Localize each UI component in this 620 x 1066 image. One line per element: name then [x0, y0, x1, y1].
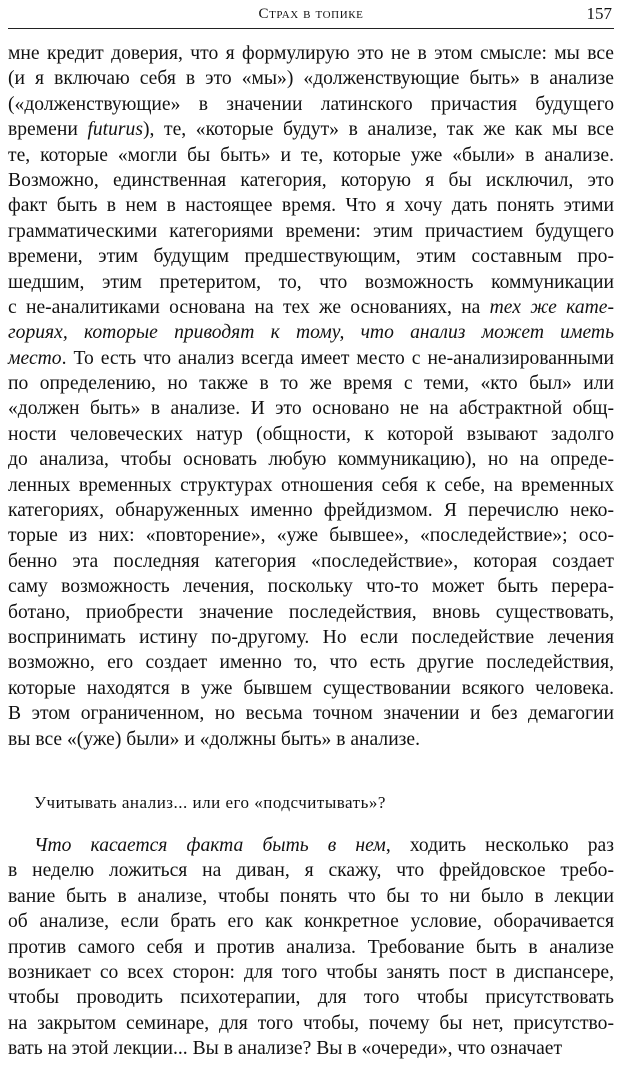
text-line — [8, 117, 614, 142]
text-line: ботано, приобрести значение последействия, вновь существовать, — [8, 601, 614, 623]
text-fragment: с не-аналитиками основана на тех же основаниях, на — [8, 296, 490, 318]
running-title: Страх в топике — [258, 6, 364, 22]
text-line: грамматическими категориями времени: этим причастием будущего — [8, 220, 614, 242]
text-line: по определению, но также в то же время с теми, «кто был» или — [8, 373, 614, 395]
text-line — [8, 320, 614, 345]
running-header — [8, 0, 614, 29]
text-line: Возможно, единственная категория, которую я бы исключил, это — [8, 169, 614, 191]
text-fragment: , ходить несколько раз — [385, 835, 614, 856]
page-number: 157 — [586, 4, 612, 23]
text-line: категориях, обнаруженных именно фрейдизмом. Я перечислю неко- — [8, 500, 614, 522]
text-line: саму возможность лечения, поскольку что-то может быть перера- — [8, 576, 614, 598]
text-line: на закрытом семинаре, для того чтобы, почему бы нет, присутство- — [8, 1012, 614, 1034]
italic-text: место — [8, 347, 62, 369]
text-line: чтобы проводить психотерапии, для того чтобы присутствовать — [8, 987, 614, 1009]
text-line: ленных временных структурах отношения себя к себе, на временных — [8, 474, 614, 496]
text-line — [8, 346, 614, 371]
text-line: в неделю ложиться на диван, я скажу, что фрейдовское требо- — [8, 860, 614, 882]
text-fragment: ), те, «которые будут» в анализе, так же как мы все — [142, 119, 614, 141]
italic-text: futurus — [87, 119, 143, 141]
text-line: торые из них: «повторение», «уже бывшее», «последействие»; осо- — [8, 525, 614, 547]
text-line: до анализа, чтобы основать любую коммуникацию), но на опреде- — [8, 449, 614, 471]
text-line: (и я включаю себя в это «мы») «долженствующие быть» в анализе — [8, 68, 614, 90]
text-line: которые находятся в уже бывшем существовании всякого человека. — [8, 677, 614, 699]
text-line: «должен быть» в анализе. И это основано не на абстрактной общ- — [8, 398, 614, 420]
text-line: факт быть в нем в настоящее время. Что я хочу дать понять этими — [8, 195, 614, 217]
text-line: бенно эта последняя категория «последействие», которая создает — [8, 550, 614, 572]
text-line: об анализе, если брать его как конкретное условие, оборачивается — [8, 911, 614, 933]
text-line: шедшим, этим претеритом, то, что возможность коммуникации — [8, 271, 614, 293]
text-line: («долженствующие» в значении латинского причастия будущего — [8, 93, 614, 115]
text-fragment: времени — [8, 119, 88, 141]
text-line — [8, 295, 614, 320]
text-line: вание быть в анализе, чтобы понять что бы то ни было в лекции — [8, 885, 614, 907]
text-line: В этом ограниченном, но весьма точном значении и без демагогии — [8, 703, 614, 725]
text-line: мне кредит доверия, что я формулирую это не в этом смысле: мы все — [8, 43, 614, 64]
text-fragment: . То есть что анализ всегда имеет место с не-анализированными — [61, 347, 614, 369]
section-heading: Учитывать анализ... или его «подсчитывать»? — [34, 793, 386, 812]
text-line: воспринимать истину по-другому. Но если последействие лечения — [8, 626, 614, 648]
italic-text: Что касается факта быть в нем — [34, 835, 386, 856]
text-line: вать на этой лекции... Вы в анализе? Вы в «очереди», что означает — [8, 1038, 563, 1060]
paragraph-1 — [8, 41, 614, 752]
text-line: времени, этим будущим предшествующим, этим составным про- — [8, 246, 614, 268]
text-line: ности человеческих натур (общности, к которой взывают задолго — [8, 423, 614, 445]
paragraph-2 — [8, 833, 614, 1062]
text-line: против самого себя и против анализа. Требование быть в анализе — [8, 936, 614, 958]
text-line: вы все «(уже) были» и «должны быть» в анализе. — [8, 728, 421, 750]
italic-text: гориях, которые приводят к тому, что анализ может иметь — [8, 322, 614, 344]
italic-text: тех же кате- — [489, 296, 614, 318]
text-line: возникает со всех сторон: для того чтобы занять пост в диспансере, — [8, 961, 614, 983]
text-line: возможно, его создает именно то, что есть другие последействия, — [8, 652, 614, 674]
text-line — [8, 833, 614, 858]
text-line: те, которые «могли бы быть» и те, которые уже «были» в анализе. — [8, 144, 614, 166]
